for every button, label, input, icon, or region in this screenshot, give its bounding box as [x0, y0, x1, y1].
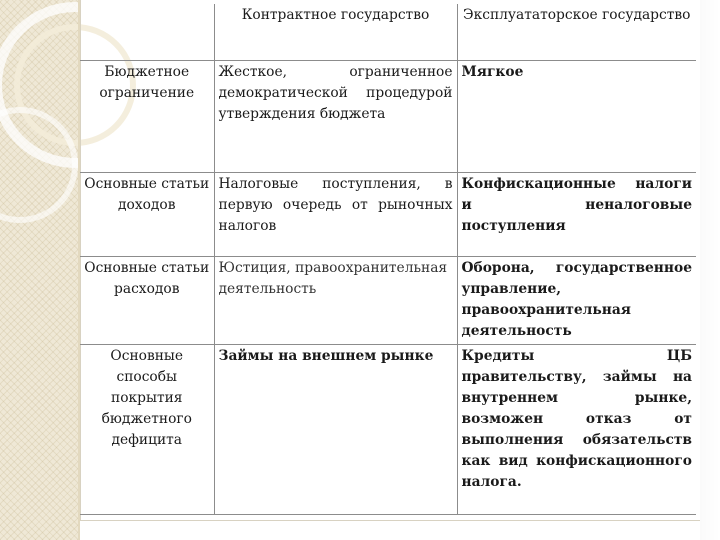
- contract-cell: Жесткое, ограниченное демократической процедурой утверждения бюджета: [214, 60, 457, 172]
- exploit-cell: Кредиты ЦБ правительству, займы на внутреннем рынке, возможен отказ от выполнения обязательств как вид конфискационного налога.: [457, 344, 696, 514]
- table-row: [80, 256, 696, 344]
- row-label: Основные статьи расходов: [80, 256, 214, 344]
- contract-cell: Юстиция, правоохранительная деятельность: [214, 256, 457, 344]
- header-contract-state: Контрактное государство: [214, 4, 457, 60]
- exploit-cell: Мягкое: [457, 60, 696, 172]
- exploit-cell: Оборона, государственное управление, правоохранительная деятельность: [457, 256, 696, 344]
- row-label: Основные статьи доходов: [80, 172, 214, 256]
- right-margin: [700, 0, 720, 540]
- exploit-cell: Конфискационные налоги и неналоговые поступления: [457, 172, 696, 256]
- table-row: [80, 172, 696, 256]
- table-row: [80, 60, 696, 172]
- comparison-table: [80, 4, 696, 515]
- row-label: Основные способы покрытия бюджетного дефицита: [80, 344, 214, 514]
- table-row: [80, 344, 696, 514]
- header-row: [80, 4, 696, 60]
- contract-cell: Займы на внешнем рынке: [214, 344, 457, 514]
- decorative-left-strip: [0, 0, 78, 540]
- header-corner: [80, 4, 214, 60]
- header-exploiter-state: Эксплуататорское государство: [457, 4, 696, 60]
- row-label: Бюджетное ограничение: [80, 60, 214, 172]
- contract-cell: Налоговые поступления, в первую очередь от рыночных налогов: [214, 172, 457, 256]
